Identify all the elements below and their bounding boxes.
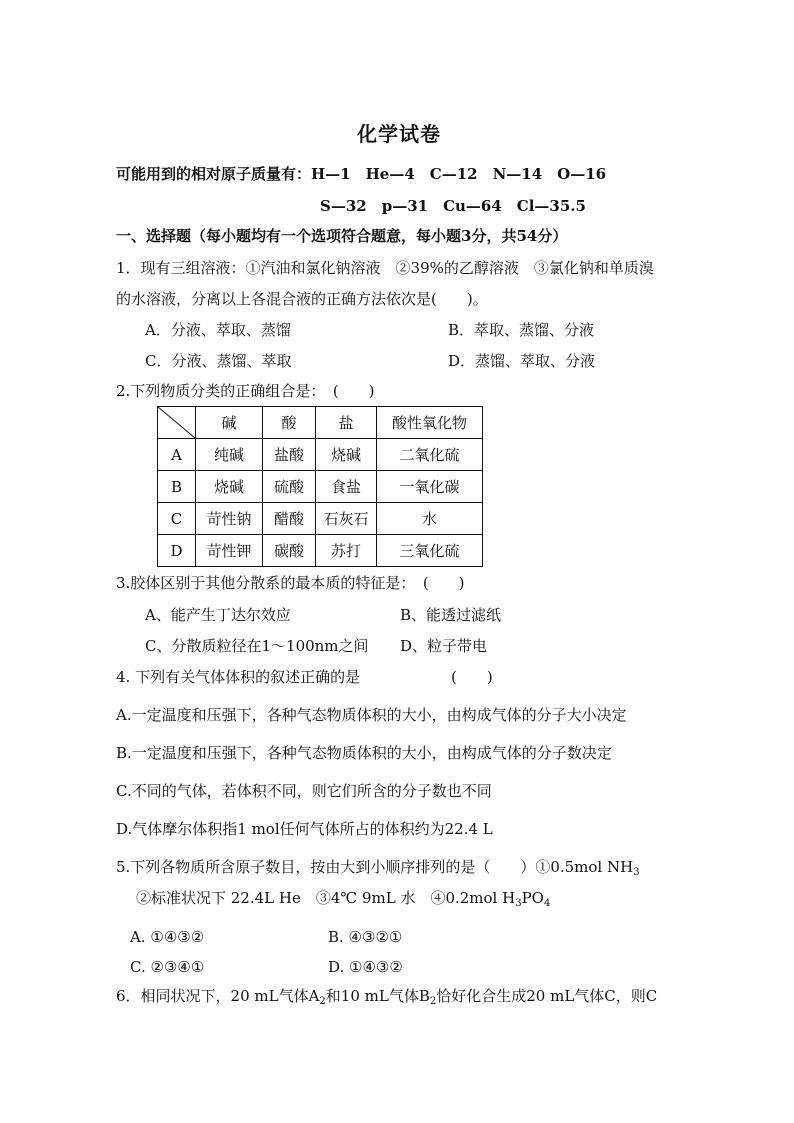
table-row (158, 439, 483, 471)
atomic-masses-line2: S—32 p—31 Cu—64 Cl—35.5 (320, 197, 586, 215)
table-row (158, 471, 483, 503)
q5-line2-subscript: 4 (543, 898, 551, 909)
q6-stem (116, 986, 657, 1006)
atomic-masses-line1: 可能用到的相对原子质量有：H—1 He—4 C—12 N—14 O—16 (116, 165, 607, 183)
q1-option-c: C．分液、蒸馏、萃取 (145, 352, 292, 370)
table-row (158, 503, 483, 535)
q6-subscript: 2 (319, 996, 326, 1007)
page-title: 化学试卷 (357, 122, 441, 146)
table-cell: 盐酸 (263, 439, 316, 471)
q5-line2-subscript: 3 (515, 898, 522, 909)
q1-option-d: D．蒸馏、萃取、分液 (448, 352, 596, 370)
q3-option-d: D、粒子带电 (400, 637, 488, 655)
q3-option-b: B、能透过滤纸 (400, 606, 502, 624)
table-cell: 苏打 (316, 535, 377, 567)
q4-stem: 4. 下列有关气体体积的叙述正确的是 (116, 668, 361, 686)
classification-table (157, 406, 483, 567)
q3-stem: 3.胶体区别于其他分散系的最本质的特征是： ( ) (116, 574, 465, 592)
table-cell: 三氧化硫 (377, 535, 483, 567)
table-cell: 二氧化硫 (377, 439, 483, 471)
q1-stem-line1: 1．现有三组溶液：①汽油和氯化钠溶液 ②39%的乙醇溶液 ③氯化钠和单质溴 (116, 259, 654, 277)
table-cell: 硫酸 (263, 471, 316, 503)
q5-option-c: C. ②③④① (130, 958, 205, 976)
q5-option-b: B. ④③②① (328, 928, 403, 946)
diagonal-line-icon (158, 407, 195, 438)
q6-subscript: 2 (429, 996, 437, 1007)
q4-option-a: A.一定温度和压强下，各种气态物质体积的大小，由构成气体的分子大小决定 (116, 706, 627, 724)
q4-option-c: C.不同的气体，若体积不同，则它们所含的分子数也不同 (116, 782, 492, 800)
table-row (158, 535, 483, 567)
q5-stem-line2 (136, 888, 550, 908)
table-header-cell: 酸 (263, 407, 316, 439)
table-cell: 一氧化碳 (377, 471, 483, 503)
q1-option-a: A．分液、萃取、蒸馏 (145, 321, 291, 339)
table-cell: 碳酸 (263, 535, 316, 567)
row-label: A (158, 439, 196, 471)
q1-option-b: B．萃取、蒸馏、分液 (448, 321, 595, 339)
table-cell: 石灰石 (316, 503, 377, 535)
table-cell: 食盐 (316, 471, 377, 503)
table-cell: 苛性钾 (196, 535, 263, 567)
q6-text-part3: 恰好化合生成20 mL气体C，则C (436, 987, 658, 1005)
q3-option-c: C、分散质粒径在1～100nm之间 (145, 637, 369, 655)
table-header-cell: 盐 (316, 407, 377, 439)
q2-stem: 2.下列物质分类的正确组合是： ( ) (116, 382, 375, 400)
q4-option-d: D.气体摩尔体积指1 mol任何气体所占的体积约为22.4 L (116, 820, 493, 838)
table-cell: 烧碱 (316, 439, 377, 471)
table-header-row (158, 407, 483, 439)
row-label: C (158, 503, 196, 535)
q5-stem-text: 5.下列各物质所含原子数目，按由大到小顺序排列的是（ ）①0.5mol NH (116, 858, 634, 876)
q5-option-a: A. ①④③② (130, 928, 205, 946)
q5-line2-mid: PO (521, 889, 544, 907)
section-heading: 一、选择题（每小题均有一个选项符合题意，每小题3分，共54分） (116, 227, 568, 245)
q3-option-a: A、能产生丁达尔效应 (145, 606, 291, 624)
q5-option-d: D. ①④③② (328, 958, 403, 976)
table-cell: 纯碱 (196, 439, 263, 471)
q6-text-part2: 和10 mL气体B (325, 987, 430, 1005)
table-header-cell: 酸性氧化物 (377, 407, 483, 439)
row-label: B (158, 471, 196, 503)
q5-stem-subscript: 3 (633, 867, 640, 878)
table-cell: 醋酸 (263, 503, 316, 535)
q6-text-part1: 6．相同状况下，20 mL气体A (116, 987, 320, 1005)
row-label: D (158, 535, 196, 567)
diagonal-corner-cell (158, 407, 196, 439)
table-cell: 水 (377, 503, 483, 535)
table-cell: 烧碱 (196, 471, 263, 503)
table-cell: 苛性钠 (196, 503, 263, 535)
q4-option-b: B.一定温度和压强下，各种气态物质体积的大小，由构成气体的分子数决定 (116, 744, 612, 762)
table-header-cell: 碱 (196, 407, 263, 439)
q5-line2-text: ②标准状况下 22.4L He ③4℃ 9mL 水 ④0.2mol H (136, 889, 516, 907)
q5-stem (116, 857, 640, 877)
q4-answer-paren: ( ) (451, 668, 493, 686)
q1-stem-line2: 的水溶液，分离以上各混合液的正确方法依次是( )。 (116, 290, 488, 308)
